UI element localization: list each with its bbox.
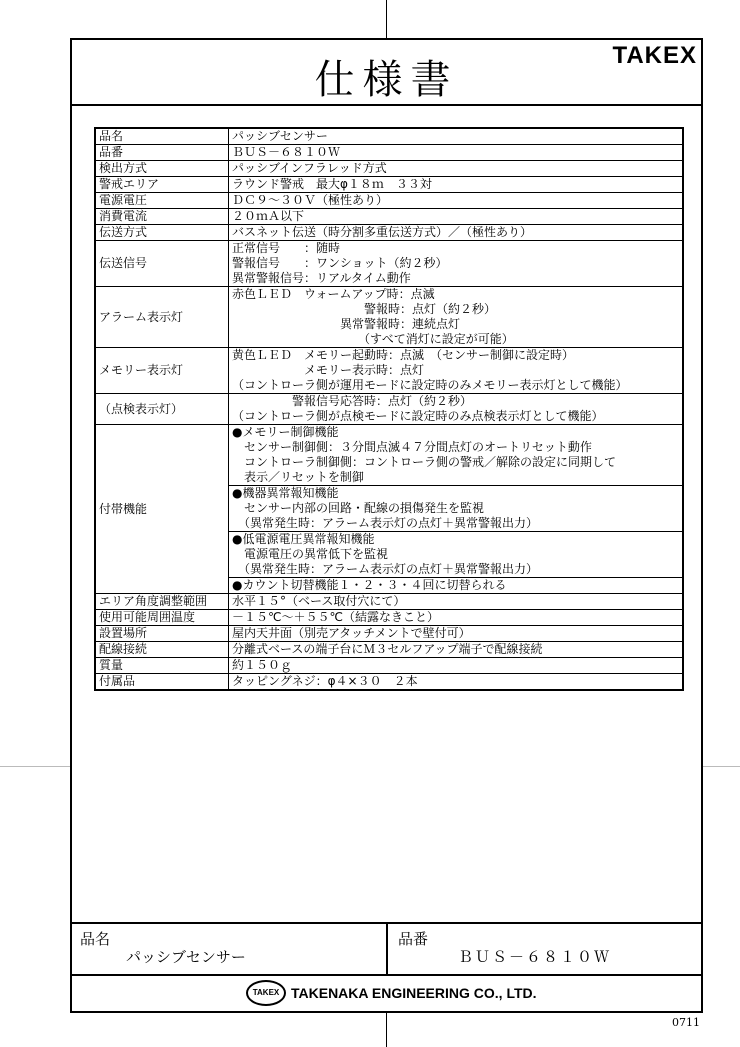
spec-table xyxy=(94,127,684,691)
spec-value-line: 分離式ベースの端子台にＭ３セルフアップ端子で配線接続 xyxy=(232,642,543,656)
spec-value-line: （コントローラ側が点検モードに設定時のみ点検表示灯として機能） xyxy=(232,409,604,423)
spec-value-line: （すべて消灯に設定が可能） xyxy=(232,332,514,346)
spec-value-line: センサー内部の回路・配線の損傷発生を監視 xyxy=(232,501,485,515)
crop-mark-right xyxy=(703,766,740,767)
spec-value-line: 電源電圧の異常低下を監視 xyxy=(232,547,389,561)
spec-value-line: 黄色ＬＥＤ メモリー起動時：点滅 （センサー制御に設定時） xyxy=(232,348,575,362)
product-code-label: 品番 xyxy=(398,930,429,948)
spec-value-line: 異常警報信号：リアルタイム動作 xyxy=(232,271,411,285)
spec-value-line: コントローラ制御側：コントローラ側の警戒／解除の設定に同期して xyxy=(232,455,617,469)
spec-value xyxy=(229,486,684,532)
spec-row xyxy=(95,161,683,177)
spec-value-line: 警報信号 ：ワンショット（約２秒） xyxy=(232,256,448,270)
spec-row xyxy=(95,287,683,348)
spec-value-line: ●低電源電圧異常報知機能 xyxy=(232,532,375,546)
spec-value xyxy=(229,209,684,225)
spec-value xyxy=(229,145,684,161)
spec-value-line: ●メモリー制御機能 xyxy=(232,425,339,439)
spec-value-line: 約１５０ｇ xyxy=(232,658,293,672)
spec-value-line: メモリー表示時：点灯 xyxy=(232,363,425,377)
spec-row xyxy=(95,177,683,193)
spec-key: 品名 xyxy=(95,128,229,145)
spec-value-line: 異常警報時：連続点灯 xyxy=(232,317,461,331)
spec-value xyxy=(229,594,684,610)
spec-key: 品番 xyxy=(95,145,229,161)
spec-value-line: －１５℃～＋５５℃（結露なきこと） xyxy=(232,610,439,624)
spec-value-line: ＤＣ９～３０Ｖ（極性あり） xyxy=(232,193,389,207)
spec-value-line: ＢＵＳ－６８１０Ｗ xyxy=(232,145,341,159)
spec-value-line: 正常信号 ：随時 xyxy=(232,241,341,255)
spec-value xyxy=(229,610,684,626)
spec-key: 使用可能周囲温度 xyxy=(95,610,229,626)
spec-value-line: ●機器異常報知機能 xyxy=(232,486,339,500)
title-block xyxy=(70,922,703,976)
spec-key: 警戒エリア xyxy=(95,177,229,193)
spec-row xyxy=(95,193,683,209)
spec-key: エリア角度調整範囲 xyxy=(95,594,229,610)
spec-value xyxy=(229,348,684,394)
spec-row xyxy=(95,658,683,674)
spec-row xyxy=(95,225,683,241)
spec-key: アラーム表示灯 xyxy=(95,287,229,348)
spec-row xyxy=(95,674,683,691)
spec-value-line: 水平１５°（ベース取付穴にて） xyxy=(232,594,406,608)
spec-value xyxy=(229,287,684,348)
company-footer xyxy=(70,976,703,1011)
company-logo: TAKEX xyxy=(246,980,286,1006)
spec-value xyxy=(229,532,684,578)
spec-value xyxy=(229,161,684,177)
spec-value-line: パッシブインフラレッド方式 xyxy=(232,161,387,175)
product-code-value: ＢＵＳ－６８１０Ｗ xyxy=(458,948,612,966)
spec-row xyxy=(95,626,683,642)
spec-key: （点検表示灯） xyxy=(95,394,229,425)
spec-key: 付属品 xyxy=(95,674,229,691)
spec-value-line: 警報信号応答時：点灯（約２秒） xyxy=(232,394,473,408)
crop-mark-bottom xyxy=(386,1013,387,1047)
spec-key: 付帯機能 xyxy=(95,425,229,594)
spec-value xyxy=(229,642,684,658)
spec-value-line: ●カウント切替機能１・２・３・４回に切替られる xyxy=(232,578,507,592)
spec-row xyxy=(95,145,683,161)
product-name-value: パッシブセンサー xyxy=(126,948,246,966)
spec-row xyxy=(95,209,683,225)
product-name-label: 品名 xyxy=(80,930,111,948)
product-code-cell xyxy=(388,924,703,974)
spec-row xyxy=(95,425,683,486)
crop-mark-left xyxy=(0,766,70,767)
spec-row xyxy=(95,394,683,425)
spec-row xyxy=(95,610,683,626)
spec-key: 電源電圧 xyxy=(95,193,229,209)
spec-value-line: センサー制御側：３分間点滅４７分間点灯のオートリセット動作 xyxy=(232,440,592,454)
spec-value xyxy=(229,128,684,145)
spec-value-line: （異常発生時：アラーム表示灯の点灯＋異常警報出力） xyxy=(232,516,539,530)
spec-key: メモリー表示灯 xyxy=(95,348,229,394)
spec-value-line: バスネット伝送（時分割多重伝送方式）／（極性あり） xyxy=(232,225,533,239)
spec-value xyxy=(229,578,684,594)
spec-value-line: パッシブセンサー xyxy=(232,129,328,143)
page-title: 仕様書 xyxy=(314,57,459,103)
document-number: 0711 xyxy=(672,1016,700,1029)
spec-value xyxy=(229,674,684,691)
spec-key: 配線接続 xyxy=(95,642,229,658)
company-name: TAKENAKA ENGINEERING CO., LTD. xyxy=(291,985,537,1001)
product-name-cell xyxy=(70,924,388,974)
spec-value xyxy=(229,626,684,642)
spec-value-line: タッピングネジ：φ４×３０ ２本 xyxy=(232,674,418,688)
spec-row xyxy=(95,642,683,658)
spec-value-line: ラウンド警戒 最大φ１８ｍ ３３対 xyxy=(232,177,432,191)
spec-key: 設置場所 xyxy=(95,626,229,642)
spec-value xyxy=(229,658,684,674)
spec-value-line: （異常発生時：アラーム表示灯の点灯＋異常警報出力） xyxy=(232,562,539,576)
spec-value-line: 屋内天井面（別売アタッチメントで壁付可） xyxy=(232,626,471,640)
crop-mark-top xyxy=(386,0,387,38)
spec-value xyxy=(229,225,684,241)
spec-key: 伝送信号 xyxy=(95,241,229,287)
spec-value-line: 警報時：点灯（約２秒） xyxy=(232,302,497,316)
spec-value xyxy=(229,425,684,486)
document-header xyxy=(70,38,703,106)
spec-value xyxy=(229,394,684,425)
spec-value-line: （コントローラ側が運用モードに設定時のみメモリー表示灯として機能） xyxy=(232,378,628,392)
spec-value-line: ２０ｍＡ以下 xyxy=(232,209,305,223)
spec-row xyxy=(95,348,683,394)
spec-row xyxy=(95,241,683,287)
spec-value xyxy=(229,177,684,193)
spec-row xyxy=(95,594,683,610)
spec-value xyxy=(229,193,684,209)
spec-key: 消費電流 xyxy=(95,209,229,225)
spec-key: 検出方式 xyxy=(95,161,229,177)
spec-value-line: 赤色ＬＥＤ ウォームアップ時：点滅 xyxy=(232,287,435,301)
spec-value-line: 表示／リセットを制御 xyxy=(232,470,364,484)
spec-key: 伝送方式 xyxy=(95,225,229,241)
spec-row xyxy=(95,128,683,145)
spec-value xyxy=(229,241,684,287)
brand-logo: TAKEX xyxy=(612,42,697,69)
spec-key: 質量 xyxy=(95,658,229,674)
